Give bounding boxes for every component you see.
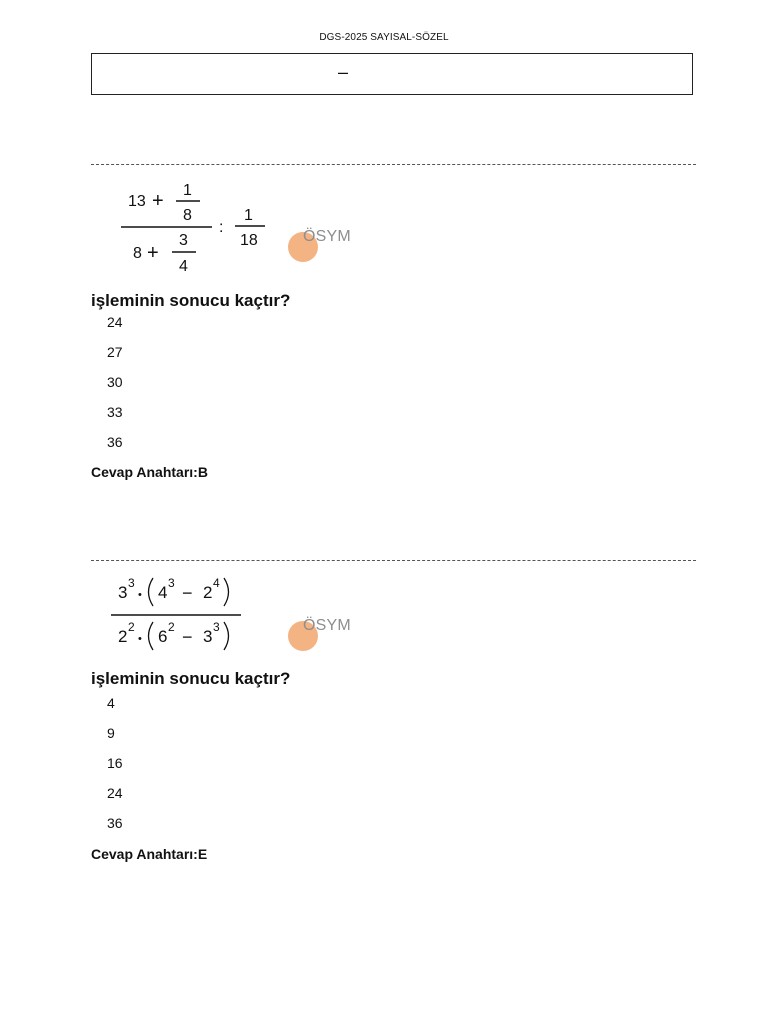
choice-item[interactable]: 24 (107, 785, 123, 801)
q2-num-left-paren (149, 578, 154, 606)
q2-den-a-base: 2 (118, 627, 128, 646)
osym-logo (288, 228, 368, 262)
choice-item[interactable]: 36 (107, 434, 123, 450)
q2-den-a-exp: 2 (128, 620, 135, 634)
choice-list-q2 (107, 695, 123, 845)
choice-item[interactable]: 9 (107, 725, 115, 741)
question-prompt: işleminin sonucu kaçtır? (91, 291, 291, 310)
q1-top-num: 1 (183, 182, 192, 199)
answer-key: Cevap Anahtarı:B (91, 464, 208, 480)
q2-den-dot: • (138, 633, 142, 645)
q2-num-c-exp: 4 (213, 576, 220, 590)
choice-item[interactable]: 4 (107, 695, 115, 711)
q1-right-den: 18 (240, 232, 258, 249)
choice-item[interactable]: 36 (107, 815, 123, 831)
q1-right-num: 1 (244, 207, 253, 224)
q2-den-c-exp: 3 (213, 620, 220, 634)
choice-item[interactable]: 24 (107, 314, 123, 330)
name-box-dash: – (338, 62, 349, 82)
q2-num-right-paren (224, 578, 229, 606)
osym-logo-text: ÖSYM (303, 228, 351, 245)
name-box (91, 53, 693, 95)
choice-item[interactable]: 30 (107, 374, 123, 390)
formula-q1 (115, 175, 275, 279)
osym-logo-text: ÖSYM (303, 617, 351, 634)
q2-num-a-base: 3 (118, 583, 128, 602)
q1-top-plus: + (152, 190, 164, 212)
choice-list-q1 (107, 314, 123, 464)
q2-den-b-exp: 2 (168, 620, 175, 634)
choice-item[interactable]: 27 (107, 344, 123, 360)
q1-bottom-whole: 8 (133, 245, 142, 262)
q1-top-whole: 13 (128, 193, 146, 210)
q2-num-c-base: 2 (203, 583, 213, 602)
q2-num-minus: − (182, 583, 193, 603)
osym-logo (288, 617, 368, 651)
q1-bottom-den: 4 (179, 258, 188, 275)
formula-q1-svg (115, 175, 275, 279)
formula-q2-svg (108, 570, 248, 660)
q2-num-dot: • (138, 589, 142, 601)
q1-divide-sign: : (219, 219, 224, 236)
q2-num-b-exp: 3 (168, 576, 175, 590)
question-separator (91, 164, 696, 165)
q2-den-b-base: 6 (158, 627, 168, 646)
q2-num-a-exp: 3 (128, 576, 135, 590)
question-prompt: işleminin sonucu kaçtır? (91, 669, 291, 688)
question-separator (91, 560, 696, 561)
q2-num-b-base: 4 (158, 583, 168, 602)
answer-key: Cevap Anahtarı:E (91, 846, 208, 862)
formula-q2 (108, 570, 248, 660)
choice-item[interactable]: 16 (107, 755, 123, 771)
page-header: DGS-2025 SAYISAL-SÖZEL (319, 32, 449, 43)
q2-den-left-paren (149, 622, 154, 650)
choice-item[interactable]: 33 (107, 404, 123, 420)
q2-den-c-base: 3 (203, 627, 213, 646)
q2-den-right-paren (224, 622, 229, 650)
q1-top-den: 8 (183, 207, 192, 224)
q1-bottom-plus: + (147, 242, 159, 264)
q1-bottom-num: 3 (179, 232, 188, 249)
q2-den-minus: − (182, 627, 193, 647)
